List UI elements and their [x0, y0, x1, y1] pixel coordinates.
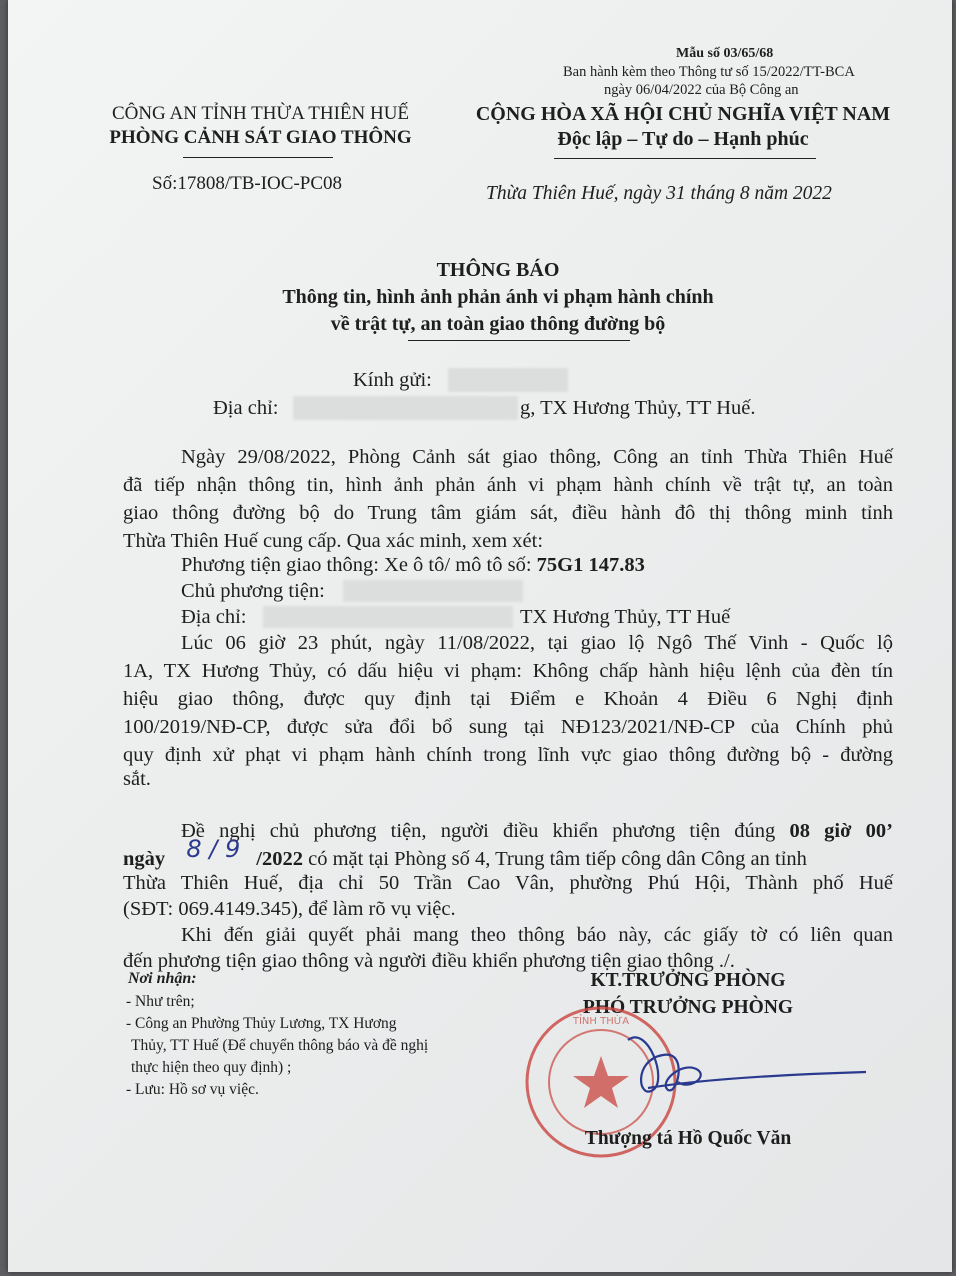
- request-time: 08 giờ 00’: [789, 820, 893, 842]
- para2-line1: Lúc 06 giờ 23 phút, ngày 11/08/2022, tại giao lộ Ngô Thế Vinh - Quốc lộ: [181, 632, 893, 654]
- para2-line6: sắt.: [123, 768, 151, 790]
- para1-line2: đã tiếp nhận thông tin, hình ảnh phản ánh vi phạm hành chính về trật tự, an toàn: [123, 474, 893, 496]
- place-date: Thừa Thiên Huế, ngày 31 tháng 8 năm 2022: [486, 183, 832, 204]
- para1-line4: Thừa Thiên Huế cung cấp. Qua xác minh, xem xét:: [123, 530, 544, 552]
- request-day-label: ngày: [123, 848, 166, 870]
- request-line2: Thừa Thiên Huế, địa chỉ 50 Trần Cao Vân, phường Phú Hội, Thành phố Huế: [123, 872, 893, 894]
- agency-name: PHÒNG CẢNH SÁT GIAO THÔNG: [109, 127, 412, 148]
- title-underline: [408, 340, 630, 341]
- document-number: Số:17808/TB-IOC-PC08: [152, 173, 343, 194]
- national-title: CỘNG HÒA XÃ HỘI CHỦ NGHĨA VIỆT NAM: [475, 103, 891, 125]
- notice-subtitle-2: về trật tự, an toàn giao thông đường bộ: [330, 313, 666, 335]
- closing-line1: Khi đến giải quyết phải mang theo thông báo này, các giấy tờ có liên quan: [181, 924, 893, 946]
- redacted-owner-address: [263, 606, 513, 628]
- national-motto: Độc lập – Tự do – Hạnh phúc: [557, 128, 809, 150]
- request-text: Đề nghị chủ phương tiện, người điều khiển phương tiện đúng: [181, 820, 790, 842]
- para1-line3: giao thông đường bộ do Trung tâm giám sát, điều hành đô thị thông minh tỉnh: [123, 502, 893, 524]
- agency-parent: CÔNG AN TỈNH THỪA THIÊN HUẾ: [111, 103, 410, 124]
- request-year: /2022: [256, 848, 303, 870]
- address-value: g, TX Hương Thủy, TT Huế.: [520, 397, 756, 419]
- redacted-recipient: [448, 368, 568, 392]
- vehicle-label: Phương tiện giao thông: Xe ô tô/ mô tô số:: [181, 554, 537, 576]
- form-issued-line1: Ban hành kèm theo Thông tư số 15/2022/TT-BCA: [563, 64, 855, 80]
- recipient-1: - Như trên;: [126, 993, 195, 1010]
- to-label: Kính gửi:: [353, 369, 432, 391]
- vehicle-plate: 75G1 147.83: [536, 554, 645, 576]
- recipient-4: thực hiện theo quy định) ;: [131, 1059, 292, 1076]
- notice-title: THÔNG BÁO: [436, 259, 560, 281]
- owner-label: Chủ phương tiện:: [181, 580, 325, 602]
- signature-title-1: KT.TRƯỞNG PHÒNG: [590, 970, 786, 991]
- signer-name: Thượng tá Hồ Quốc Văn: [584, 1128, 792, 1149]
- signature-scribble-icon: [608, 1020, 878, 1110]
- para2-line5: quy định xử phạt vi phạm hành chính trong lĩnh vực giao thông đường bộ - đường: [123, 744, 893, 766]
- agency-underline: [183, 157, 333, 158]
- request-location: có mặt tại Phòng số 4, Trung tâm tiếp công dân Công an tỉnh: [302, 848, 807, 870]
- document-page: [8, 0, 952, 1272]
- redacted-owner: [343, 580, 523, 602]
- address-label: Địa chỉ:: [213, 397, 279, 419]
- motto-underline: [554, 158, 816, 159]
- svg-text:TỈNH THỪA: TỈNH THỪA: [572, 1016, 630, 1027]
- para1-line1: Ngày 29/08/2022, Phòng Cảnh sát giao thông, Công an tỉnh Thừa Thiên Huế: [181, 446, 893, 468]
- para2-line2: 1A, TX Hương Thủy, có dấu hiệu vi phạm: Không chấp hành hiệu lệnh của đèn tín: [123, 660, 893, 682]
- recipient-2: - Công an Phường Thủy Lương, TX Hương: [126, 1015, 397, 1032]
- owner-address-label: Địa chỉ:: [181, 606, 247, 628]
- owner-address-value: TX Hương Thủy, TT Huế: [520, 606, 731, 628]
- form-number: Mẫu số 03/65/68: [676, 46, 774, 61]
- para2-line4: 100/2019/NĐ-CP, được sửa đổi bổ sung tại NĐ123/2021/NĐ-CP của Chính phủ: [123, 716, 893, 738]
- recipient-3: Thủy, TT Huế (Để chuyển thông báo và đề nghị: [131, 1037, 429, 1054]
- recipient-5: - Lưu: Hồ sơ vụ việc.: [126, 1081, 259, 1098]
- form-issued-line2: ngày 06/04/2022 của Bộ Công an: [604, 82, 799, 98]
- request-line3: (SĐT: 069.4149.345), để làm rõ vụ việc.: [123, 898, 456, 920]
- handwritten-date: 8 / 9: [186, 835, 241, 863]
- closing-line2: đến phương tiện giao thông và người điều khiển phương tiện giao thông ./.: [123, 950, 735, 972]
- signature-title-2: PHÓ TRƯỞNG PHÒNG: [582, 997, 794, 1018]
- notice-subtitle-1: Thông tin, hình ảnh phản ánh vi phạm hành chính: [282, 286, 714, 308]
- recipients-title: Nơi nhận:: [128, 970, 197, 987]
- redacted-address: [293, 396, 518, 420]
- para2-line3: hiệu giao thông, được quy định tại Điểm e Khoản 4 Điều 6 Nghị định: [123, 688, 893, 710]
